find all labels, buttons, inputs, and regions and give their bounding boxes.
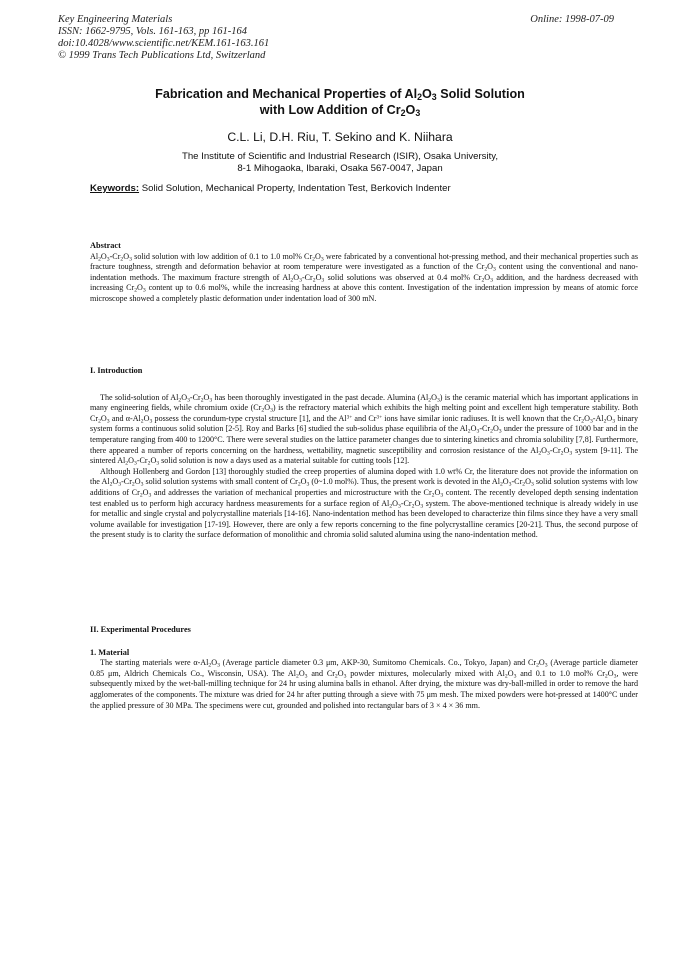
experimental-heading: II. Experimental Procedures (90, 625, 191, 634)
online-date: Online: 1998-07-09 (530, 14, 614, 25)
affiliation-line-1: The Institute of Scientific and Industrial Research (ISIR), Osaka University, (181, 151, 498, 162)
material-subheading: 1. Material (90, 647, 130, 657)
introduction-paragraph-2: Although Hollenberg and Gordon [13] thoroughly studied the creep properties of alumina doped with 1.0 wt% Cr, the literature does not provide the information on the $Al_2O_3-Cr_2O_3$ solid solution systems with small content of $Cr_2O_3$ (0~1.0 mol%). Thus, the present work is devoted in the $Al_2O_3-Cr_2O_3$ solid solution systems with low additions of $Cr_2O_3$ and addresses the variation of mechanical properties and microstructure with the $Cr_2O_3$ content. The recently developed depth sensing indentation test enabled us to perform high accuracy hardness measurements for a surface region of $Al_2O_3-Cr_2O_3$ system. The above-mentioned technique is already widely in use for metallic and single crystal and polycrystalline materials [14-16]. Nano-indentation method has been developed to characterize thin films since they have a very small volume available for investigation [17-19]. However, there are only a few reports concerning to the fine polycrystalline ceramics [20-21]. Thus, the second purpose of the present study is to clarity the surface deformation of monolithic and chromia solid saluted alumina using the nano-indentation method. (90, 466, 639, 540)
affiliation-line-2: 8-1 Mihogaoka, Ibaraki, Osaka 567-0047, Japan (237, 163, 443, 174)
material-paragraph: The starting materials were $\alpha-Al_2O_3$ (Average particle diameter 0.3 μm, AKP-30, Sumitomo Chemicals. Co., Tokyo, Japan) and $Cr_2O_3$ (Average particle diameter 0.85 μm, Aldrich Chemicals Co., Wisconsin, USA). The $Al_2O_3$ and $Cr_2O_3$ powder mixtures, molecularly mixed with $Al_2O_3$ and 0.1 to 1.0 mol% $Cr_2O_3$, were subsequently mixed by the wet-ball-milling technique for 24 hr using alumina balls in ethanol. After drying, the mixture was dry-ball-milled in order to remove the hard agglomerates of the components. The mixture was dried for 24 hr after putting through a sieve with 75 μm mesh. The mixed powders were hot-pressed at 1400°C under the applied pressure of 30 MPa. The specimens were cut, grounded and polished into rectangular bars of 3 × 4 × 36 mm. (90, 658, 639, 710)
issn-line: ISSN: 1662-9795, Vols. 161-163, pp 161-164 (58, 26, 247, 37)
paper-title (80, 86, 600, 118)
experimental-section (90, 625, 638, 711)
introduction-section (90, 366, 638, 541)
keywords (90, 183, 630, 194)
title-line-1: Fabrication and Mechanical Properties of $Al_2O_3$ Solid Solution (155, 87, 525, 103)
introduction-paragraph-1: The solid-solution of $Al_2O_3-Cr_2O_3$ has been thoroughly investigated in the past decade. Alumina $(Al_2O_3)$ is the ceramic material which has important applications in many engineering fields, while chromium oxide $(Cr_2O_3)$ is the refractory material which exhibits the high melting point and excellent high temperature stability. Both $Cr_2O_3$ and $\alpha-Al_2O_3$ possess the corundum-type crystal structure [1], and the $Al^{3+}$ and $Cr^{3+}$ ions have similar ionic radiuses. It is well known that the $Cr_2O_3-Al_2O_3$ binary system forms a continuous solid solution [2-5]. Roy and Barks [6] studied the sub-solidus phase equilibria of the $Al_2O_3-Cr_2O_3$ under the pressure of 1000 bar and in the temperature ranging from 400 to 1200°C. There were several studies on the lattice parameter changes due to sintering kinetics and chromia solubility [7,8]. Furthermore, there appeared a number of reports concerning on the hardness, wettability, magnetic susceptibility and corrosion resistance of the $Al_2O_3-Cr_2O_3$ system [9-11]. The sintered $Al_2O_3-Cr_2O_3$ solid solution is now a days used as a material suitable for cutting tools [12]. (90, 392, 639, 467)
keywords-label: Keywords: (90, 183, 140, 194)
journal-header (58, 14, 614, 62)
introduction-heading: I. Introduction (90, 366, 143, 375)
authors: C.L. Li, D.H. Riu, T. Sekino and K. Niihara (227, 130, 453, 144)
keywords-text: Solid Solution, Mechanical Property, Indentation Test, Berkovich Indenter (139, 183, 451, 194)
abstract-section (90, 241, 638, 305)
abstract-text: $Al_2O_3-Cr_2O_3$ solid solution with low addition of 0.1 to 1.0 mol% $Cr_2O_3$ were fabricated by a conventional hot-pressing method, and their mechanical properties such as fracture toughness, strength and deformation behavior at room temperature were investigated as a function of the $Cr_2O_3$ content using the conventional and nano-indentation methods. The maximum fracture strength of $Al_2O_3-Cr_2O_3$ solid solutions was observed at 0.4 mol% $Cr_2O_3$ addition, and the hardness decreased with increasing $Cr_2O_3$ content up to 0.6 mol%, while the increasing hardness at above this content. Investigation of the indentation impression by means of atomic force microscope showed a completely plastic deformation under indentation load of 300 mN. (90, 251, 639, 303)
doi-line: doi:10.4028/www.scientific.net/KEM.161-163.161 (58, 38, 270, 49)
affiliation (80, 151, 600, 175)
abstract-heading: Abstract (90, 241, 121, 250)
journal-name: Key Engineering Materials (58, 14, 173, 25)
copyright-line: © 1999 Trans Tech Publications Ltd, Switzerland (58, 50, 266, 61)
title-line-2: with Low Addition of $Cr_2O_3$ (259, 103, 421, 119)
